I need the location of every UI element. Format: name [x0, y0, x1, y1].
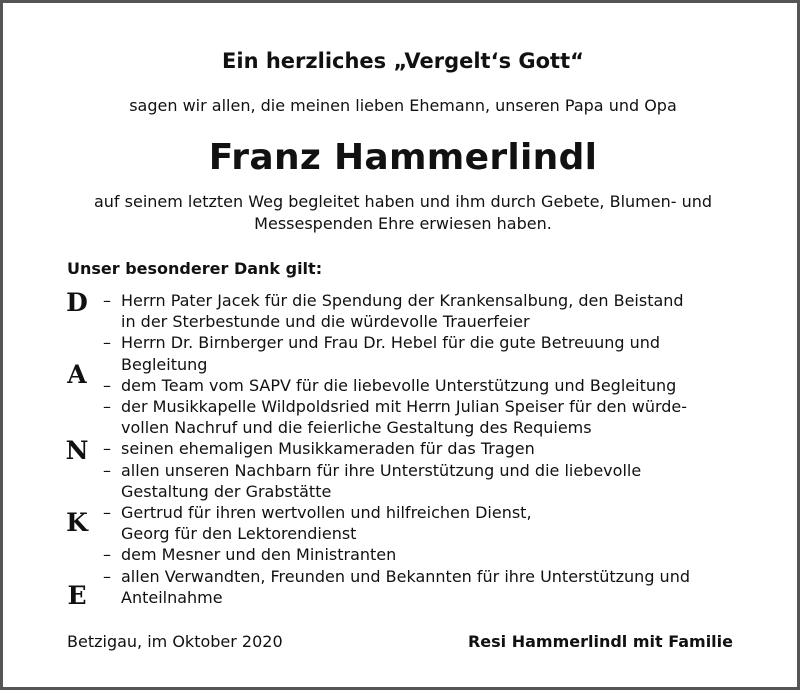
thanks-line: der Musikkapelle Wildpoldsried mit Herrn Julian Speiser für den würde-: [121, 397, 688, 417]
dash: –: [103, 545, 111, 565]
dash: –: [103, 503, 111, 523]
dash: –: [103, 566, 111, 586]
thanks-line: Herrn Pater Jacek für die Spendung der Krankensalbung, den Beistand: [121, 291, 684, 310]
thanks-item: [103, 566, 763, 608]
deceased-name: Franz Hammerlindl: [208, 137, 598, 178]
thanks-item: [103, 375, 763, 396]
body-text: [63, 191, 743, 235]
thanks-line: dem Mesner und den Ministranten: [121, 545, 397, 565]
danke-letter-a: A: [67, 360, 87, 389]
thanks-line: Georg für den Lektorendienst: [121, 524, 357, 544]
signature: Resi Hammerlindl mit Familie: [467, 632, 733, 651]
thanks-line: seinen ehemaligen Musikkameraden für das Tragen: [121, 439, 535, 459]
thanks-line: Gertrud für ihren wertvollen und hilfreichen Dienst,: [121, 503, 532, 523]
dash: –: [103, 397, 111, 417]
thanks-line: dem Team vom SAPV für die liebevolle Unterstützung und Begleitung: [121, 375, 677, 395]
thanks-item: [103, 438, 763, 459]
heading: Ein herzliches „Vergelt‘s Gott“: [222, 49, 584, 73]
intro-text: sagen wir allen, die meinen lieben Ehemann, unseren Papa und Opa: [129, 96, 677, 115]
thanks-line: Gestaltung der Grabstätte: [121, 481, 332, 501]
special-thanks-heading: Unser besonderer Dank gilt:: [67, 259, 323, 278]
thanks-item: [103, 332, 763, 374]
dash: –: [103, 439, 111, 459]
thanks-item: [103, 502, 763, 544]
dash: –: [103, 333, 111, 353]
thanks-item: [103, 544, 763, 565]
body-line: Messespenden Ehre erwiesen haben.: [254, 214, 552, 233]
thanks-list: [103, 290, 763, 608]
dash: –: [103, 291, 111, 310]
danke-letter-e: E: [67, 581, 87, 610]
thanks-line: Begleitung: [121, 354, 208, 374]
danke-letter-k: K: [66, 508, 88, 537]
danke-letter-n: N: [65, 436, 89, 465]
thanks-line: allen unseren Nachbarn für ihre Unterstützung und die liebevolle: [121, 460, 642, 480]
thanks-item: [103, 396, 763, 438]
thanks-item: [103, 290, 763, 332]
body-line: auf seinem letzten Weg begleitet haben und ihm durch Gebete, Blumen- und: [93, 192, 713, 211]
thanks-line: in der Sterbestunde und die würdevolle Trauerfeier: [121, 312, 530, 332]
thanks-line: Herrn Dr. Birnberger und Frau Dr. Hebel für die gute Betreuung und: [121, 333, 661, 353]
thanks-line: allen Verwandten, Freunden und Bekannten für ihre Unterstützung und: [121, 566, 690, 586]
thanks-line: Anteilnahme: [121, 587, 223, 607]
dash: –: [103, 460, 111, 480]
dash: –: [103, 375, 111, 395]
thanks-item: [103, 460, 763, 502]
thanks-line: vollen Nachruf und die feierliche Gestaltung des Requiems: [121, 418, 592, 438]
place-date: Betzigau, im Oktober 2020: [67, 632, 283, 651]
danke-letter-d: D: [66, 288, 88, 317]
